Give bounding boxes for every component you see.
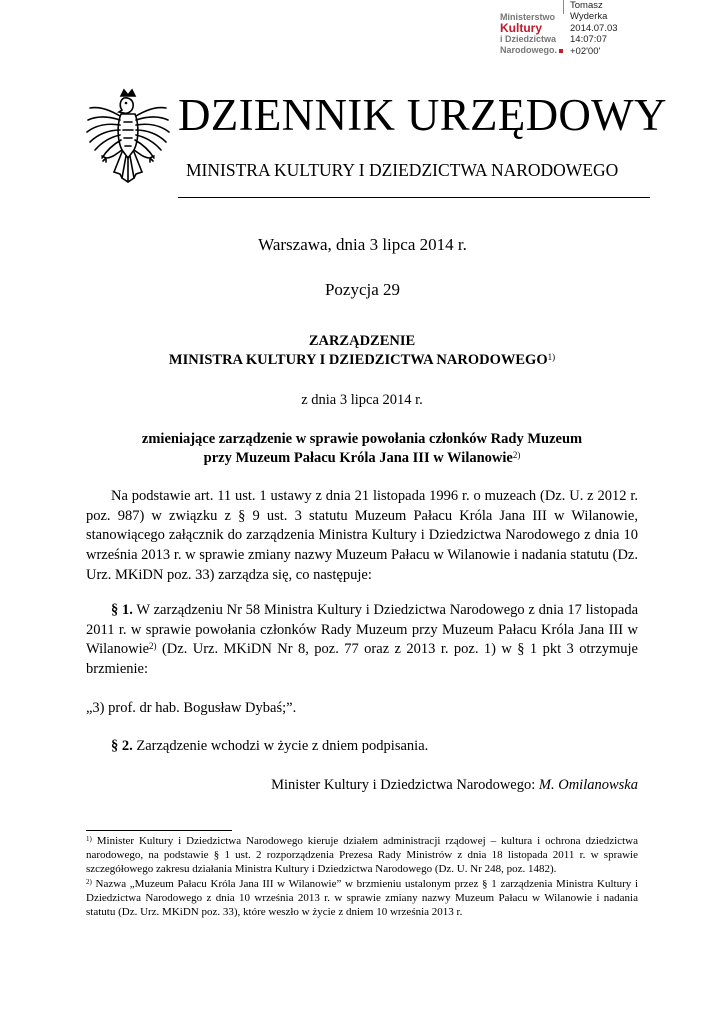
preamble: Na podstawie art. 11 ust. 1 ustawy z dnia 21 listopada 1996 r. o muzeach (Dz. U. z 2012 r. poz. 987) w związku z § 9 ust. 3 statutu Muzeum Pałacu Króla Jana III w Wilanowie, stanowiącego załącznik do zarządzenia Ministra Kultury i Dziedzictwa Narodowego z dnia 10 września 2013 r. w sprawie zmiany nazwy Muzeum Pałacu w Wilanowie i nadania statutu (Dz. Urz. MKiDN poz. 33) zarządza się, co następuje: xyxy=(86,488,638,583)
signer-first-name: Tomasz xyxy=(570,0,603,11)
signer-last-name: Wyderka xyxy=(570,11,608,23)
signature-date: 2014.07.03 xyxy=(570,22,618,34)
digital-signature-info xyxy=(570,0,720,57)
signature-timezone: +02'00' xyxy=(570,45,601,57)
footnote-2: $^{2)}$ Nazwa „Muzeum Pałacu Króla Jana III w Wilanowie” w brzmieniu ustalonym przez § 1 zarządzenia Ministra Kultury i Dziedzictwa Narodowego z dnia 10 września 2013 r. w sprawie zmiany nazwy Muzeum Pałacu w Wilanowie i nadania statutu (Dz. Urz. MKiDN poz. 33), które weszło w życie z dniem 10 września 2013 r. xyxy=(86,877,638,919)
polish-eagle-emblem-icon xyxy=(84,88,172,196)
minister-name: M. Omilanowska xyxy=(538,777,638,793)
quoted-amendment: „3) prof. dr hab. Bogusław Dybaś;”. xyxy=(86,700,297,716)
journal-title: DZIENNIK URZĘDOWY xyxy=(178,90,667,140)
minister-signature: Minister Kultury i Dziedzictwa Narodowego: M. Omilanowska xyxy=(271,777,638,793)
footnote-ref-1: 1) xyxy=(547,352,556,362)
logo-line-4: Narodowego. xyxy=(500,45,572,56)
paragraph-2: § 2. Zarządzenie wchodzi w życie z dniem podpisania. xyxy=(111,738,429,754)
act-issuer: MINISTRA KULTURY I DZIEDZICTWA NARODOWEGO$^{1)}$ xyxy=(168,352,556,368)
footnote-ref-2: 2) xyxy=(512,450,521,460)
journal-subtitle: MINISTRA KULTURY I DZIEDZICTWA NARODOWEGO xyxy=(186,160,619,180)
paragraph-1: § 1. W zarządzeniu Nr 58 Ministra Kultury i Dziedzictwa Narodowego z dnia 17 listopada 2011 r. w sprawie powołania członków Rady Muzeum przy Muzeum Pałacu Króla Jana III w Wilanowie$^{2)}$ (Dz. Urz. MKiDN Nr 8, poz. 77 oraz z 2013 r. poz. 1) w § 1 pkt 3 otrzymuje brzmienie: xyxy=(86,602,639,678)
footnotes xyxy=(86,834,638,919)
act-date: z dnia 3 lipca 2014 r. xyxy=(301,392,423,408)
signature-time: 14:07:07 xyxy=(570,34,607,46)
act-subject-line-1: zmieniające zarządzenie w sprawie powołania członków Rady Muzeum xyxy=(141,431,583,447)
logo-line-1: Ministerstwo xyxy=(500,12,556,22)
footnote-divider xyxy=(86,830,232,831)
act-subject-line-2: przy Muzeum Pałacu Króla Jana III w Wilanowie$^{2)}$ xyxy=(203,450,521,466)
act-type: ZARZĄDZENIE xyxy=(308,333,416,349)
ministry-logo xyxy=(500,12,572,56)
footnote-1: $^{1)}$ Minister Kultury i Dziedzictwa Narodowego kieruje działem administracji rządowej – kultura i ochrona dziedzictwa narodowego, na podstawie § 1 ust. 2 rozporządzenia Prezesa Rady Ministrów z dnia 18 listopada 2011 r. w sprawie szczegółowego zakresu działania Ministra Kultury i Dziedzictwa Narodowego (Dz. U. Nr 248, poz. 1482). xyxy=(86,835,638,876)
position-number: Pozycja 29 xyxy=(324,280,401,299)
logo-line-3: i Dziedzictwa xyxy=(500,34,557,44)
header-divider xyxy=(178,197,650,198)
place-and-date: Warszawa, dnia 3 lipca 2014 r. xyxy=(258,235,467,254)
logo-line-2: Kultury xyxy=(500,21,542,35)
